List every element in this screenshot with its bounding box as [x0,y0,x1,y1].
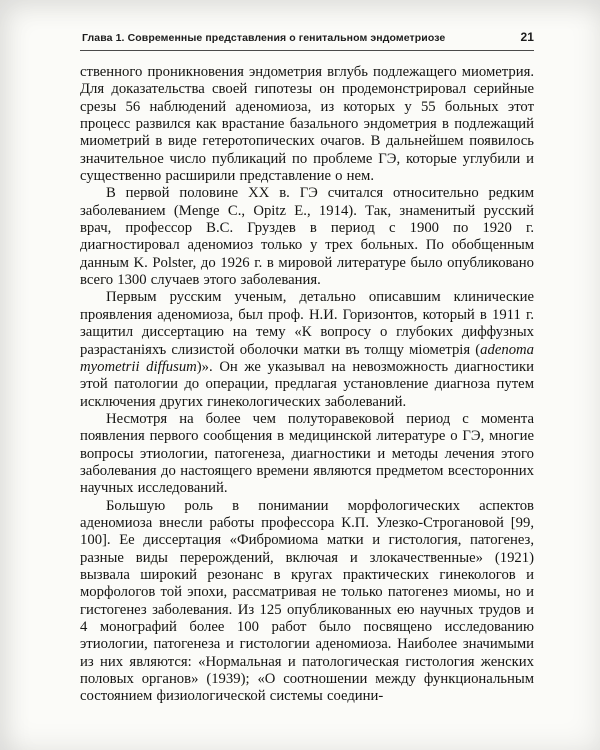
paragraph [80,289,534,410]
page-number: 21 [520,30,534,44]
paragraph [80,411,534,498]
paragraph [80,64,534,185]
paragraph-text: Несмотря на более чем полуторавековой период с момента появления первого сообщения в медицинской литературе о ГЭ, многие вопросы этиологии, патогенеза, диагностики и методы лечения этого заболевания до настоящего времени являются предметом всесторонних научных исследований. [80,410,534,497]
paragraph [80,185,534,289]
paragraph-text: Первым русским ученым, детально описавшим клинические проявления аденомиоза, был проф. Н.И. Горизонтов, который в 1911 г. защитил диссертацию на тему «К вопросу о глубоких диффузных разрастаніяхъ слизистой оболочки матки въ толщу міометрія ( [80,289,534,358]
paragraph [80,498,534,706]
paragraph-text: ственного проникновения эндометрия вглубь подлежащего миометрия. Для доказательства своей гипотезы он продемонстрировал серийные срезы 56 наблюдений аденомиоза, из которых у 55 больных этот процесс развился как врастание базального эндометрия в подлежащий миометрий в виде гетеротопических очагов. В дальнейшем появилось значительное число публикаций по проблеме ГЭ, которые углубили и существенно расширили представление о нем. [80,64,534,185]
paragraph-text: )». Он же указывал на невозможность диагностики этой патологии до операции, предлагая установление диагноза путем исключения других гинекологических заболеваний. [80,358,534,410]
chapter-title: Глава 1. Современные представления о генитальном эндометриозе [82,32,446,44]
latin-term: adenoma myometrii diffusum [80,341,534,375]
paragraph-text: В первой половине XX в. ГЭ считался относительно редким заболеванием (Menge C., Opitz E., 1914). Так, знаменитый русский врач, профессор В.С. Груздев в период с 1900 по 1920 г. диагностировал аденомиоз только у трех больных. По обобщенным данным K. Polster, до 1926 г. в мировой литературе было опубликовано всего 1300 случаев этого заболевания. [80,185,534,289]
paragraph-text: Большую роль в понимании морфологических аспектов аденомиоза внесли работы профессора К.П. Улезко-Строгановой [99, 100]. Ее диссертация «Фибромиома матки и гистология, патогенез, разные виды перерождений, включая и злокачественные» (1921) вызвала широкий резонанс в кругах практических гинекологов и морфологов той эпохи, рассматривая не только патогенез миомы, но и гистогенез заболевания. Из 125 опубликованных ею научных трудов и 4 монографий более 100 работ было посвящено исследованию этиологии, патогенеза и гистологии аденомиоза. Наиболее значимыми из них являются: «Нормальная и патологическая гистология женских половых органов» (1939); «О соотношении между функциональным состоянием физиологической системы соедини- [80,497,534,705]
page-body [80,64,534,706]
running-header [80,30,534,44]
header-rule [80,50,534,51]
